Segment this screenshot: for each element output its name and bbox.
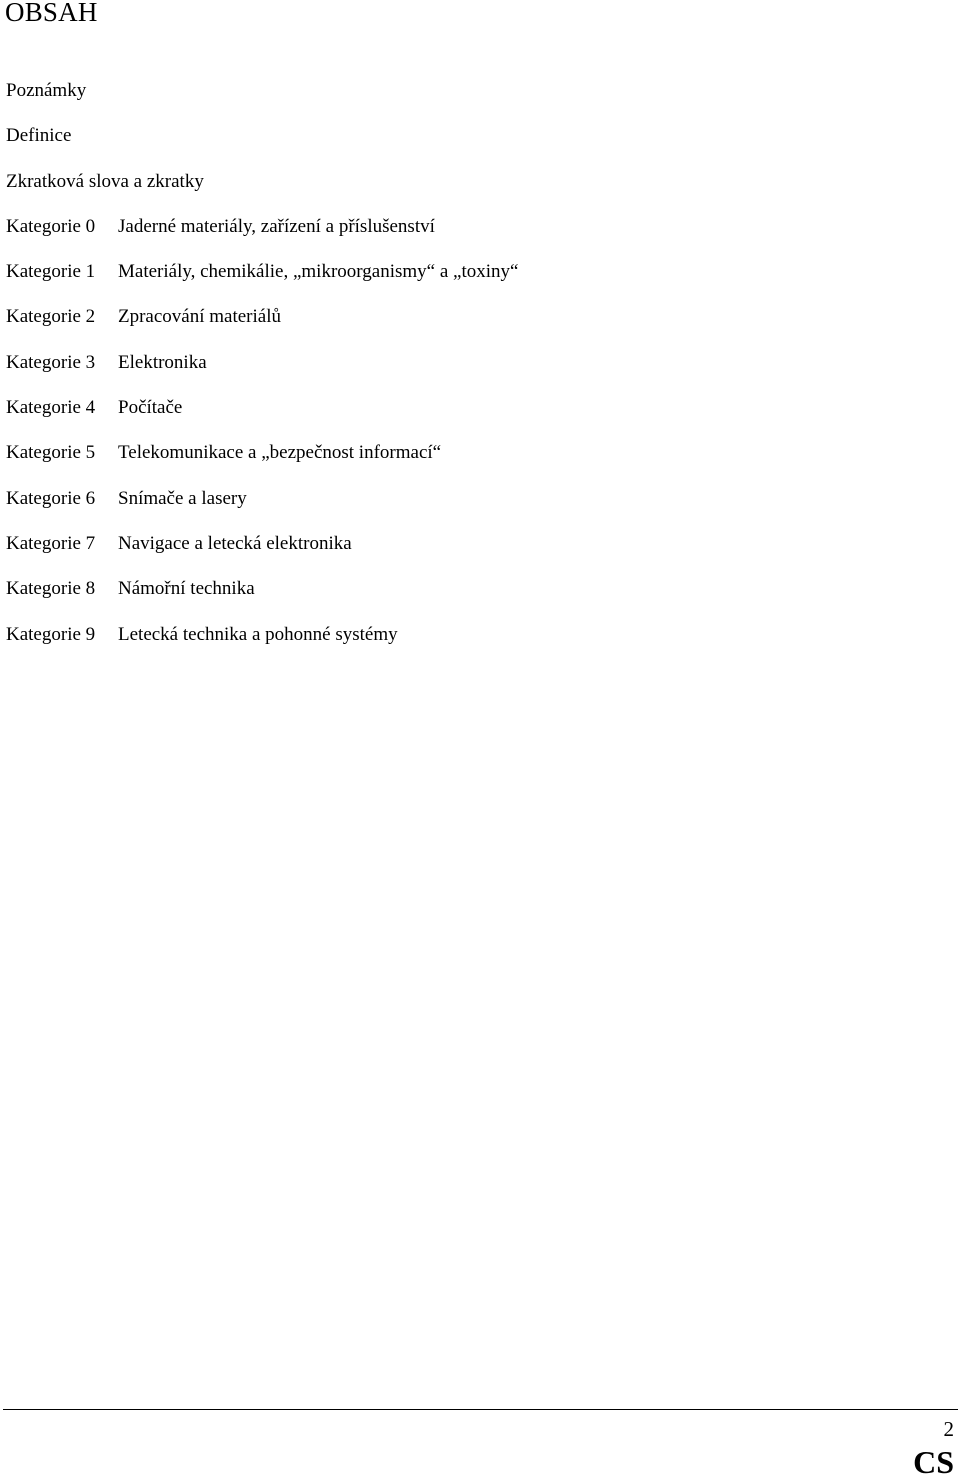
toc-entry-category-1 [6, 259, 518, 304]
toc-category-label: Kategorie 1 [6, 261, 96, 283]
table-of-contents [6, 78, 518, 667]
toc-entry-category-3 [6, 350, 518, 395]
toc-entry-category-8 [6, 576, 518, 621]
language-code: CS [913, 1444, 954, 1480]
toc-entry-abbreviations [6, 169, 518, 214]
toc-category-label: Kategorie 0 [6, 215, 96, 237]
toc-entry-notes [6, 78, 518, 123]
toc-category-title: Jaderné materiály, zařízení a příslušenství [118, 215, 435, 237]
toc-category-label: Kategorie 9 [6, 623, 96, 645]
toc-category-title: Elektronika [118, 351, 207, 373]
toc-category-label: Kategorie 2 [6, 306, 96, 328]
toc-category-title: Navigace a letecká elektronika [118, 532, 352, 554]
toc-entry-category-4 [6, 395, 518, 440]
toc-category-title: Snímače a lasery [118, 487, 247, 509]
toc-category-label: Kategorie 8 [6, 578, 96, 600]
toc-category-title: Materiály, chemikálie, „mikroorganismy“ a „toxiny“ [118, 261, 519, 283]
toc-category-title: Telekomunikace a „bezpečnost informací“ [118, 442, 442, 464]
toc-category-label: Kategorie 6 [6, 487, 96, 509]
toc-entry-definitions [6, 123, 518, 168]
toc-entry-category-6 [6, 486, 518, 531]
footer-divider [3, 1409, 958, 1410]
toc-category-title: Námořní technika [118, 578, 255, 600]
toc-entry-label: Zkratková slova a zkratky [6, 170, 204, 192]
toc-category-title: Letecká technika a pohonné systémy [118, 623, 398, 645]
page-title: OBSAH [5, 0, 98, 27]
toc-entry-category-7 [6, 531, 518, 576]
toc-entry-label: Definice [6, 125, 72, 147]
toc-category-label: Kategorie 5 [6, 442, 96, 464]
toc-entry-label: Poznámky [6, 80, 87, 101]
toc-category-label: Kategorie 3 [6, 351, 96, 373]
toc-entry-category-9 [6, 622, 518, 667]
toc-category-title: Počítače [118, 397, 183, 419]
toc-entry-category-2 [6, 304, 518, 349]
toc-category-label: Kategorie 7 [6, 532, 96, 554]
toc-entry-category-0 [6, 214, 518, 259]
toc-entry-category-5 [6, 440, 518, 485]
page-number: 2 [943, 1417, 954, 1441]
toc-category-label: Kategorie 4 [6, 397, 96, 419]
toc-category-title: Zpracování materiálů [118, 306, 282, 328]
